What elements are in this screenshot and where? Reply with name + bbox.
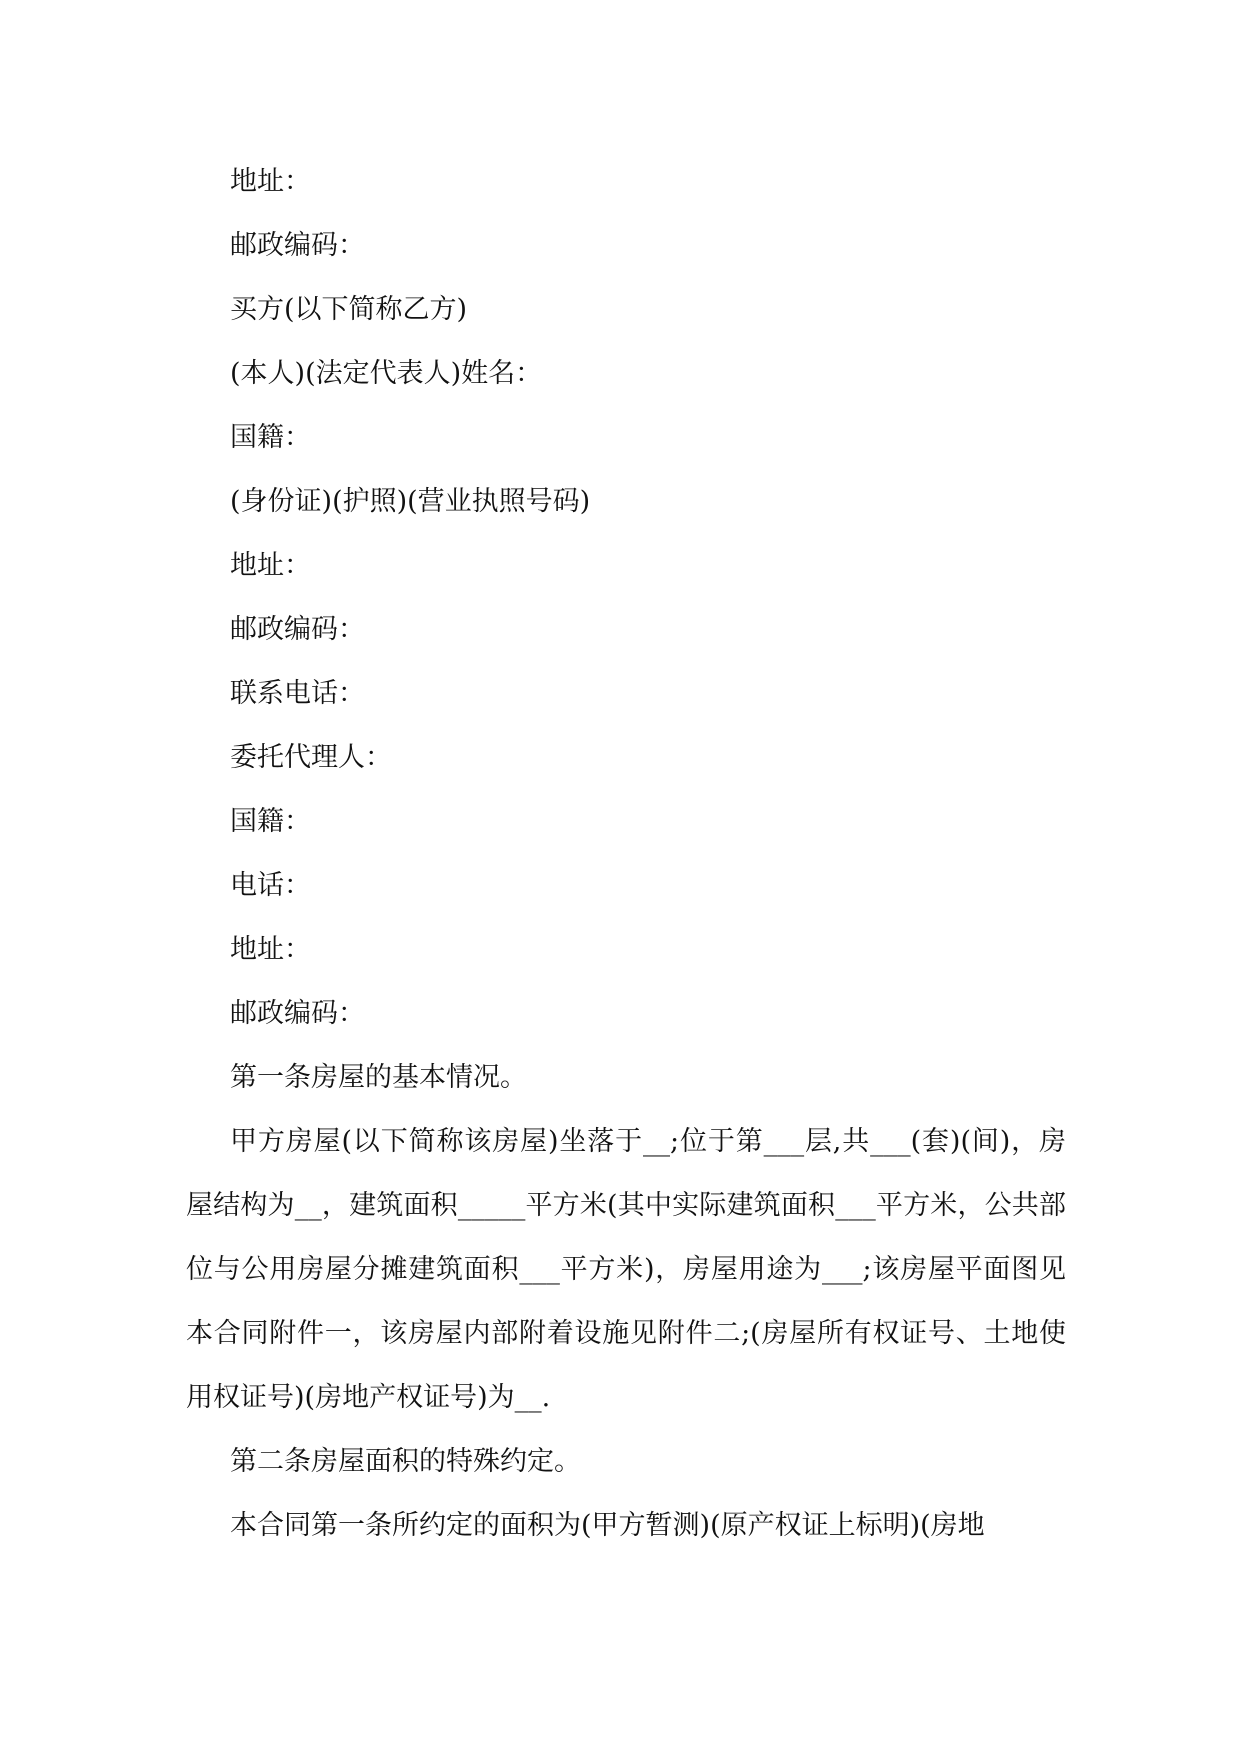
contract-text [186, 150, 1066, 1558]
agent-address-label: 地址： [230, 934, 311, 965]
buyer-id-label: (身份证)(护照)(营业执照号码) [230, 486, 591, 517]
agent-label: 委托代理人： [230, 742, 392, 773]
buyer-heading: 买方(以下简称乙方) [230, 294, 468, 325]
article-2-body [186, 1494, 1066, 1558]
seller-address-label: 地址： [230, 166, 311, 197]
buyer-phone-label: 联系电话： [230, 678, 365, 709]
buyer-nationality-label: 国籍： [230, 422, 311, 453]
article-2-paragraph: 本合同第一条所约定的面积为(甲方暂测)(原产权证上标明)(房地 [230, 1510, 985, 1541]
seller-postcode-label: 邮政编码： [230, 230, 365, 261]
buyer-address-label: 地址： [230, 550, 311, 581]
article-1-title: 第一条房屋的基本情况。 [230, 1062, 527, 1093]
article-1-paragraph: 甲方房屋(以下简称该房屋)坐落于__;位于第___层,共___(套)(间)，房屋结构为__，建筑面积_____平方米(其中实际建筑面积___平方米，公共部位与公用房屋分摊建筑面积___平方米)，房屋用途为___;该房屋平面图见本合同附件一，该房屋内部附着设施见附件二;(房屋所有权证号、土地使用权证号)(房地产权证号)为__. [186, 1126, 1066, 1413]
article-2-title: 第二条房屋面积的特殊约定。 [230, 1446, 581, 1477]
article-1-body [186, 1110, 1066, 1430]
agent-phone-label: 电话： [230, 870, 311, 901]
buyer-name-label: (本人)(法定代表人)姓名： [230, 358, 543, 389]
buyer-postcode-label: 邮政编码： [230, 614, 365, 645]
agent-nationality-label: 国籍： [230, 806, 311, 837]
agent-postcode-label: 邮政编码： [230, 998, 365, 1029]
